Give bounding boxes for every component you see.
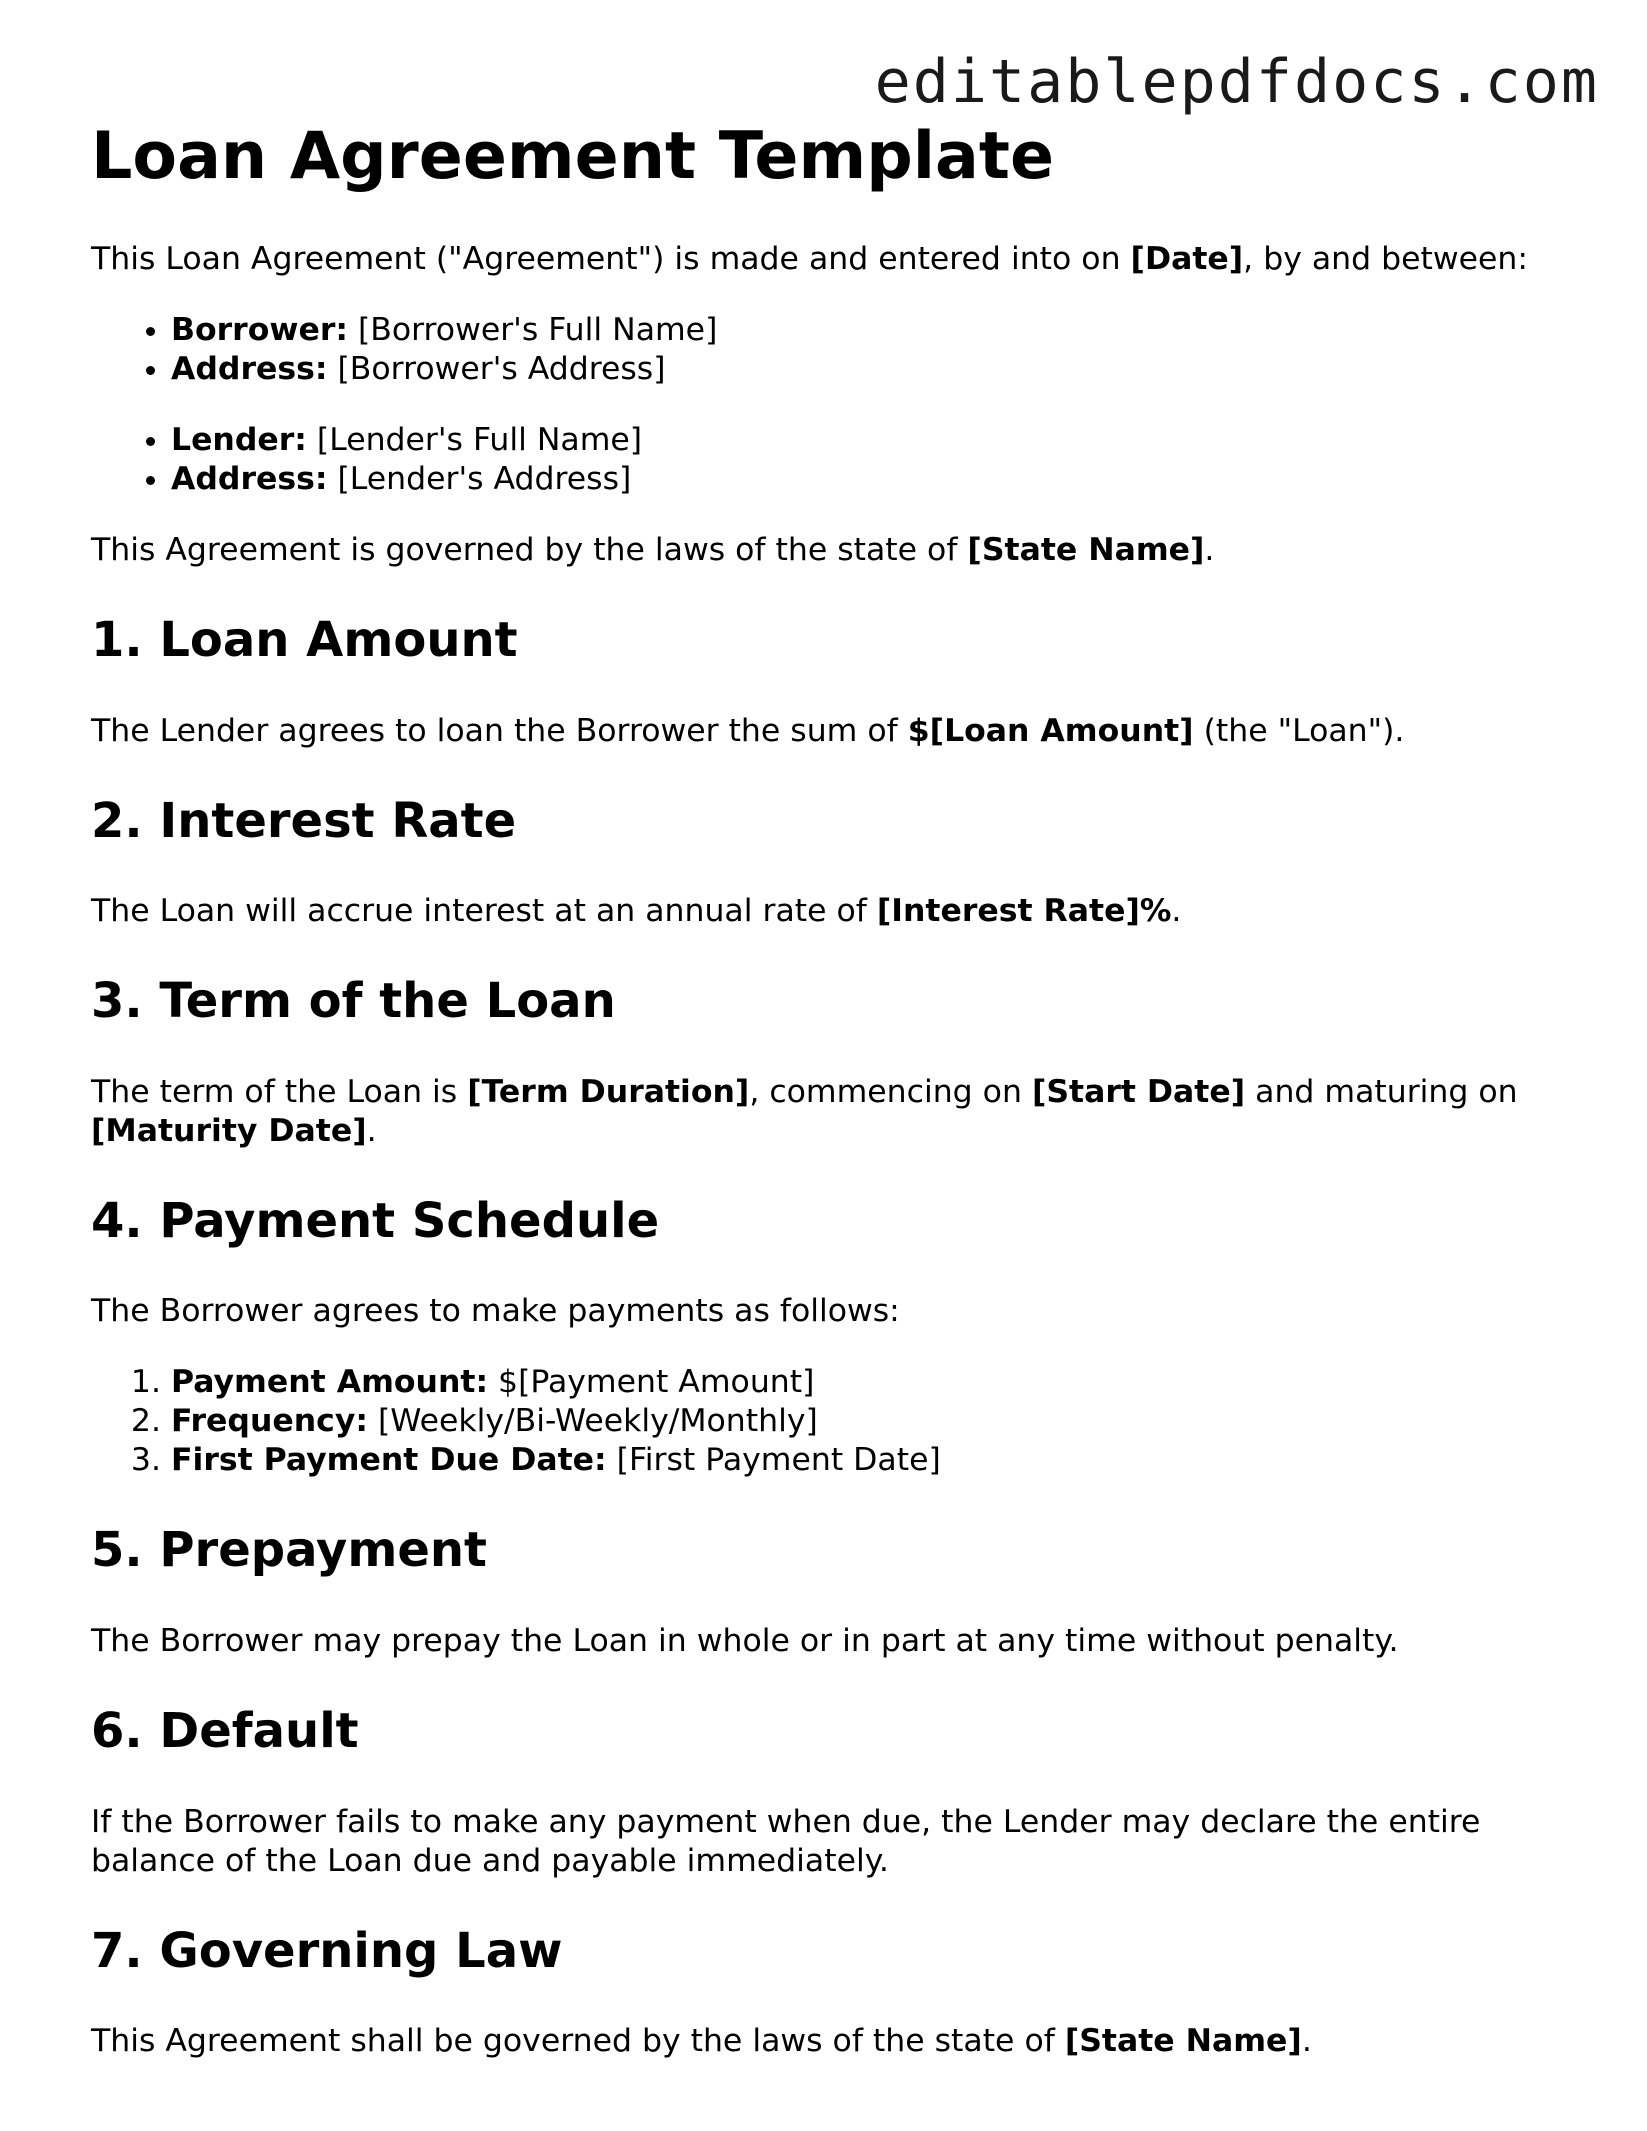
first-payment-label: First Payment Due Date:: [171, 1442, 607, 1479]
lender-label: Lender:: [171, 422, 307, 458]
section-heading-interest-rate: 2. Interest Rate: [91, 792, 517, 849]
payment-amount-item: [171, 1363, 1571, 1402]
governed-paragraph: [91, 531, 1571, 570]
section-heading-term: 3. Term of the Loan: [91, 973, 616, 1030]
borrower-name-item: [171, 311, 1571, 350]
intro-text: This Loan Agreement ("Agreement") is made and entered into on: [91, 241, 1131, 277]
lender-address-item: [171, 460, 1571, 499]
borrower-list: [91, 311, 1571, 389]
section-heading-prepayment: 5. Prepayment: [91, 1522, 487, 1579]
borrower-name-value: [Borrower's Full Name]: [347, 312, 718, 348]
governed-text-end: .: [1204, 532, 1215, 568]
payment-amount-value: $[Payment Amount]: [488, 1364, 815, 1401]
loan-amount-paragraph: [91, 712, 1571, 751]
interest-rate-field: [Interest Rate]%: [876, 893, 1172, 930]
term-text-end: .: [366, 1112, 377, 1149]
borrower-label: Borrower:: [171, 312, 348, 348]
document-content: [91, 118, 1571, 2061]
payment-amount-label: Payment Amount:: [171, 1364, 489, 1401]
section-heading-governing-law: 7. Governing Law: [91, 1922, 563, 1979]
term-text: The term of the Loan is: [91, 1073, 468, 1110]
governing-law-text-end: .: [1301, 2023, 1312, 2060]
section-heading-default: 6. Default: [91, 1702, 359, 1759]
loan-amount-text: The Lender agrees to loan the Borrower the sum of: [91, 712, 908, 749]
maturity-date-field: [Maturity Date]: [91, 1112, 367, 1149]
governing-state-field: [State Name]: [1064, 2023, 1302, 2060]
frequency-label: Frequency:: [171, 1403, 368, 1440]
term-duration-field: [Term Duration]: [467, 1073, 750, 1110]
loan-amount-field: $[Loan Amount]: [907, 712, 1194, 749]
lender-list: [91, 421, 1571, 499]
borrower-address-label: Address:: [171, 351, 328, 387]
lender-address-label: Address:: [171, 461, 328, 497]
interest-rate-text-end: .: [1171, 893, 1182, 930]
lender-name-value: [Lender's Full Name]: [306, 422, 643, 458]
start-date-field: [Start Date]: [1031, 1073, 1246, 1110]
interest-rate-text: The Loan will accrue interest at an annual rate of: [91, 893, 877, 930]
state-field: [State Name]: [967, 532, 1205, 568]
governing-law-paragraph: [91, 2022, 1571, 2061]
borrower-address-value: [Borrower's Address]: [327, 351, 666, 387]
section-heading-loan-amount: 1. Loan Amount: [91, 612, 518, 668]
interest-rate-paragraph: [91, 892, 1571, 931]
intro-text-end: , by and between:: [1243, 241, 1528, 277]
site-watermark: editablepdfdocs.com: [874, 47, 1599, 117]
term-text-mid: , commencing on: [749, 1073, 1032, 1110]
prepayment-paragraph: The Borrower may prepay the Loan in whole or in part at any time without penalty.: [91, 1622, 1399, 1659]
first-payment-value: [First Payment Date]: [606, 1442, 941, 1479]
governed-text: This Agreement is governed by the laws of the state of: [91, 532, 968, 568]
frequency-item: [171, 1402, 1571, 1441]
lender-name-item: [171, 421, 1571, 460]
term-text-mid2: and maturing on: [1245, 1073, 1518, 1110]
term-paragraph: [91, 1073, 1571, 1151]
section-heading-payment-schedule: 4. Payment Schedule: [91, 1192, 660, 1249]
first-payment-item: [171, 1441, 1571, 1480]
document-title: Loan Agreement Template: [91, 119, 1055, 194]
intro-paragraph: [91, 240, 1571, 279]
frequency-value: [Weekly/Bi-Weekly/Monthly]: [367, 1403, 818, 1440]
payment-schedule-paragraph: The Borrower agrees to make payments as follows:: [91, 1293, 900, 1330]
lender-address-value: [Lender's Address]: [327, 461, 632, 497]
governing-law-text: This Agreement shall be governed by the laws of the state of: [91, 2023, 1065, 2060]
date-field: [Date]: [1130, 241, 1244, 277]
default-paragraph: If the Borrower fails to make any payment when due, the Lender may declare the entire balance of the Loan due and payable immediately.: [91, 1803, 1481, 1879]
loan-amount-text-end: (the "Loan").: [1193, 712, 1405, 749]
payment-schedule-list: [91, 1363, 1571, 1480]
borrower-address-item: [171, 350, 1571, 389]
